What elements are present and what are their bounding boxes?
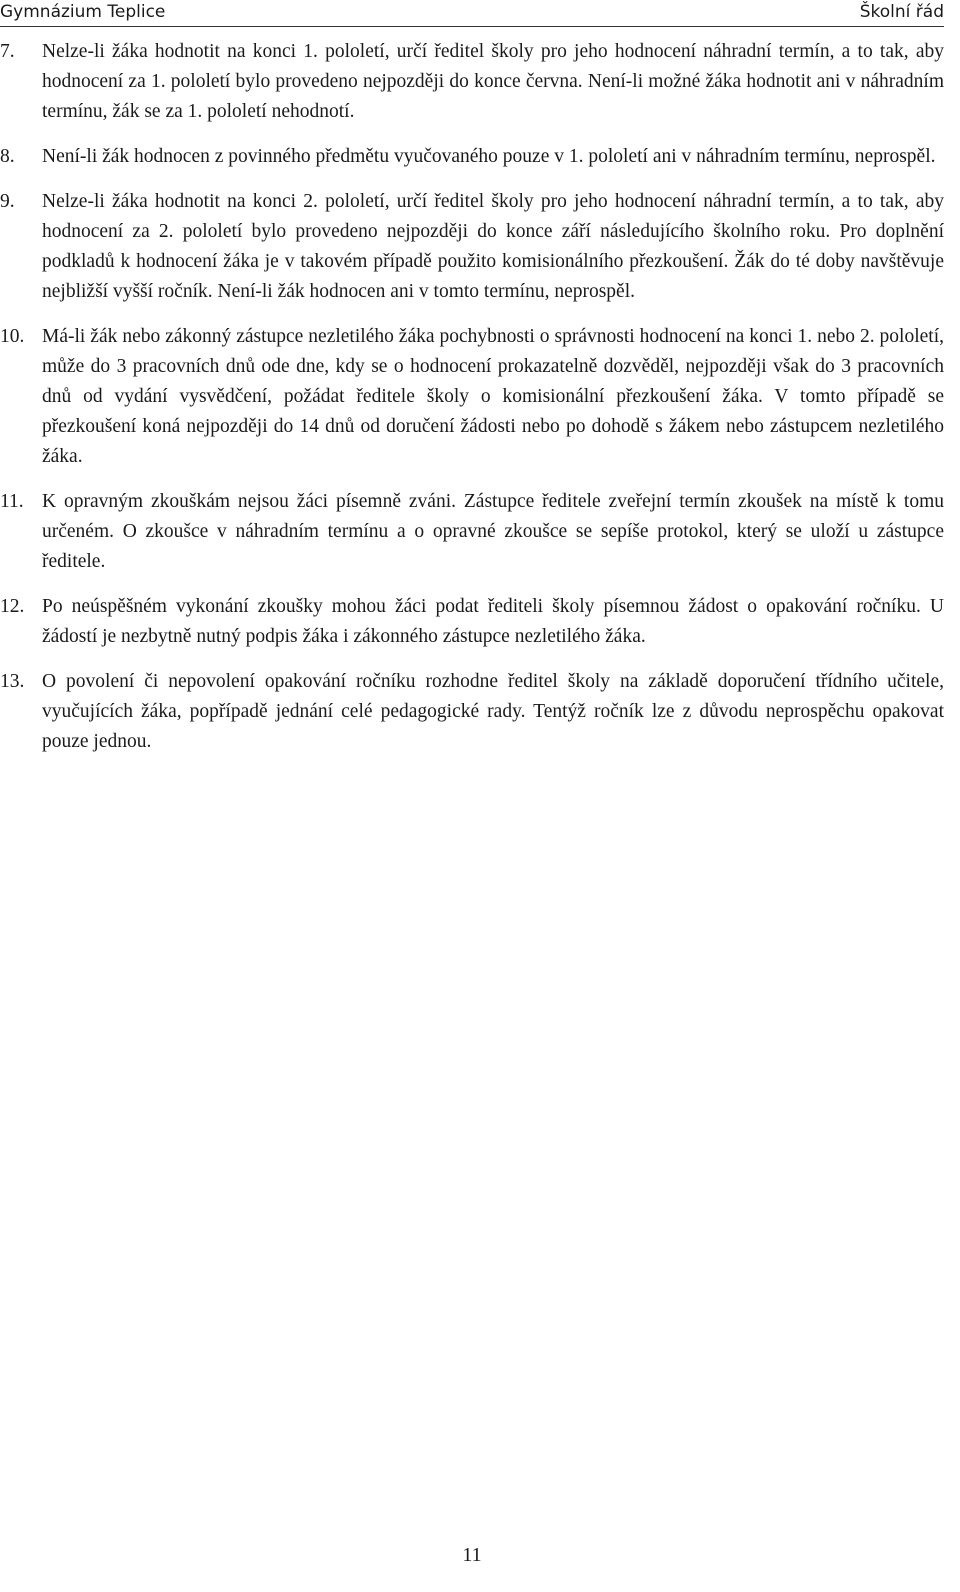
header-divider — [0, 26, 944, 27]
list-item — [0, 187, 944, 307]
item-text: Po neúspěšném vykonání zkoušky mohou žáci podat řediteli školy písemnou žádost o opakování ročníku. U žádostí je nezbytně nutný podpis žáka i zákonného zástupce nezletilého žáka. — [42, 596, 944, 647]
header-school-name: Gymnázium Teplice — [0, 2, 166, 22]
document-body — [0, 37, 944, 757]
item-number: 8. — [0, 146, 15, 167]
item-text: Nelze-li žáka hodnotit na konci 1. pololetí, určí ředitel školy pro jeho hodnocení náhradní termín, a to tak, aby hodnocení za 1. pololetí bylo provedeno nejpozději do konce června. Není-li možné žáka hodnotit ani v náhradním termínu, žák se za 1. pololetí nehodnotí. — [42, 41, 944, 122]
list-item — [0, 667, 944, 757]
list-item — [0, 142, 944, 172]
item-number: 11. — [0, 491, 24, 512]
item-number: 10. — [0, 326, 25, 347]
item-text: Není-li žák hodnocen z povinného předmětu vyučovaného pouze v 1. pololetí ani v náhradním termínu, neprospěl. — [42, 146, 936, 167]
list-item — [0, 592, 944, 652]
list-item — [0, 322, 944, 472]
item-text: K opravným zkouškám nejsou žáci písemně zváni. Zástupce ředitele zveřejní termín zkoušek na místě k tomu určeném. O zkoušce v náhradním termínu a o opravné zkoušce se sepíše protokol, který se uloží u zástupce ředitele. — [42, 491, 944, 572]
item-text: Nelze-li žáka hodnotit na konci 2. pololetí, určí ředitel školy pro jeho hodnocení náhradní termín, a to tak, aby hodnocení za 2. pololetí bylo provedeno nejpozději do konce září následujícího školního roku. Pro doplnění podkladů k hodnocení žáka je v takovém případě použito komisionálního přezkoušení. Žák do té doby navštěvuje nejbližší vyšší ročník. Není-li žák hodnocen ani v tomto termínu, neprospěl. — [42, 191, 944, 302]
item-number: 12. — [0, 596, 25, 617]
header-document-title: Školní řád — [859, 2, 944, 22]
page-number: 11 — [462, 1544, 482, 1566]
item-number: 13. — [0, 671, 25, 692]
item-text: O povolení či nepovolení opakování ročníku rozhodne ředitel školy na základě doporučení třídního učitele, vyučujících žáka, popřípadě jednání celé pedagogické rady. Tentýž ročník lze z důvodu neprospěchu opakovat pouze jednou. — [42, 671, 944, 752]
list-item — [0, 487, 944, 577]
page-header — [0, 0, 960, 28]
item-number: 9. — [0, 191, 15, 212]
list-item — [0, 37, 944, 127]
item-number: 7. — [0, 41, 15, 62]
item-text: Má-li žák nebo zákonný zástupce nezletilého žáka pochybnosti o správnosti hodnocení na konci 1. nebo 2. pololetí, může do 3 pracovních dnů ode dne, kdy se o hodnocení prokazatelně dozvěděl, nejpozději však do 3 pracovních dnů od vydání vysvědčení, požádat ředitele školy o komisionální přezkoušení žáka. V tomto případě se přezkoušení koná nejpozději do 14 dnů od doručení žádosti nebo po dohodě s žákem nebo zástupcem nezletilého žáka. — [42, 326, 944, 467]
